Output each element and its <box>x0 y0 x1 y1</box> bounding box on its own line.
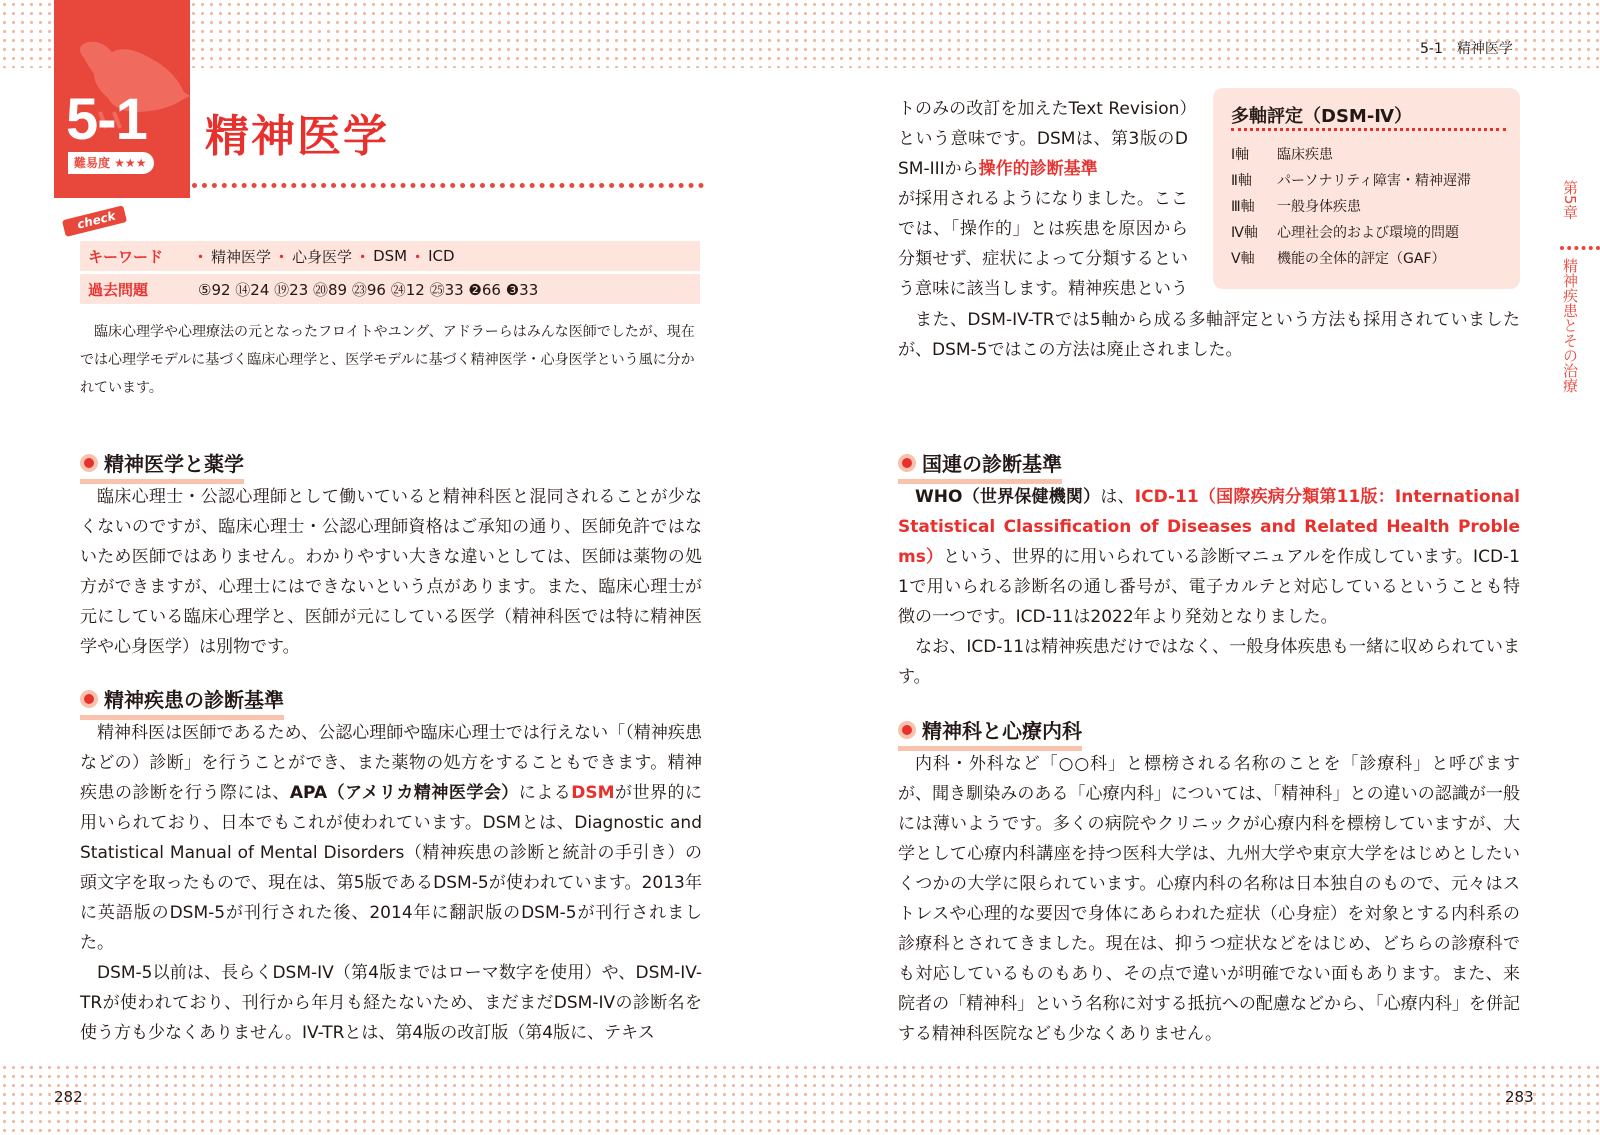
axis-row: Ⅱ軸 パーソナリティ障害・精神遅滞 <box>1231 173 1472 189</box>
keyword-item: 精神医学 <box>211 247 272 266</box>
heading-text: 精神医学と薬学 <box>104 452 244 476</box>
section-tab <box>54 0 190 198</box>
side-chapter: 第5章 <box>1561 180 1579 220</box>
bullet-icon <box>80 454 98 472</box>
paragraph: WHO（世界保健機関）は、ICD-11（国際疾病分類第11版：International Statistical Classification of Diseases and Related Health Problems）という、世界的に用いられている診断マニュアルを作成しています。ICD-11で用いられる診断名の通し番号が、電子カルテと対応しているということも特徴の一つです。ICD-11は2022年より発効となりました。 <box>898 487 1520 627</box>
side-dotted-rule <box>1560 246 1600 250</box>
axis-row: Ⅲ軸 一般身体疾患 <box>1231 199 1361 215</box>
heading-psychiatry-pharmacy <box>80 448 244 484</box>
side-chapter-title: 精神疾患とその治療 <box>1561 258 1579 393</box>
title-dotted-rule <box>192 183 704 188</box>
body-continuation-3 <box>898 305 1520 365</box>
axis-row: Ⅳ軸 心理社会的および環境的問題 <box>1231 225 1459 241</box>
bullet-icon <box>898 721 916 739</box>
paragraph: 臨床心理士・公認心理師として働いていると精神科医と混同されることが少なくないのですが、臨床心理士・公認心理師資格はご承知の通り、医師免許ではないため医師ではありません。わかりやすい大きな違いとしては、医師は薬物の処方ができますが、心理士にはできないという点があります。また、臨床心理士が元にしている臨床心理学と、医師が元にしている医学（精神科医では特に精神医学や心身医学）は別物です。 <box>80 487 702 657</box>
top-dot-band <box>0 0 1600 68</box>
axis-row: Ⅴ軸 機能の全体的評定（GAF） <box>1231 251 1446 267</box>
multiaxial-title: 多軸評定（DSM-Ⅳ） <box>1231 106 1413 127</box>
difficulty-label: 難易度 ★★★ <box>68 152 154 174</box>
axis-row: Ⅰ軸 臨床疾患 <box>1231 147 1333 163</box>
past-exam-row <box>80 274 700 304</box>
paragraph: また、DSM-IV-TRでは5軸から成る多軸評定という方法も採用されていましたが、DSM-5ではこの方法は廃止されました。 <box>898 310 1520 360</box>
icd-term: ICD-11（国際疾病分類第11版：International Statistical Classification of Diseases and Related Health Problems） <box>898 487 1520 567</box>
keyword-label: キーワード <box>88 247 164 266</box>
apa-term: APA（アメリカ精神医学会） <box>289 783 519 803</box>
running-head: 5-1 精神医学 <box>1420 41 1513 57</box>
body-section-2 <box>80 718 702 1048</box>
body-section-3 <box>898 482 1520 692</box>
heading-psychiatry-psychosomatic <box>898 715 1082 751</box>
page-number-left: 282 <box>54 1088 83 1106</box>
check-label: check <box>62 205 127 237</box>
heading-text: 精神科と心療内科 <box>922 719 1082 743</box>
keyword-item: 心身医学 <box>292 247 353 266</box>
heading-text: 精神疾患の診断基準 <box>104 688 284 712</box>
body-section-1 <box>80 482 702 662</box>
bullet-icon <box>80 690 98 708</box>
multiaxial-rule <box>1231 128 1506 131</box>
paragraph: なお、ICD-11は精神疾患だけではなく、一般身体疾患も一緒に収められています。 <box>898 637 1520 687</box>
page-number-right: 283 <box>1505 1088 1534 1106</box>
operational-criteria-term: 操作的診断基準 <box>978 159 1098 179</box>
paragraph: トのみの改訂を加えたText Revision）という意味です。DSMは、第3版のDSM-IIIから操作的診断基準 <box>898 99 1188 179</box>
heading-text: 国連の診断基準 <box>922 452 1062 476</box>
bullet-icon <box>898 454 916 472</box>
body-section-4 <box>898 749 1520 1049</box>
keyword-item: DSM <box>373 247 408 265</box>
dsm-term: DSM <box>571 783 615 803</box>
section-number: 5-1 <box>66 87 147 152</box>
intro-paragraph: 臨床心理学や心理療法の元となったフロイトやユング、アドラーらはみんな医師でしたが、現在では心理学モデルに基づく臨床心理学と、医学モデルに基づく精神医学・心身医学という風に分かれています。 <box>80 324 695 396</box>
body-continuation-2 <box>898 184 1188 304</box>
keyword-row <box>80 241 700 271</box>
bottom-dot-band <box>0 1063 1600 1135</box>
heading-un-criteria <box>898 448 1062 484</box>
multiaxial-box <box>1213 88 1520 289</box>
heading-diagnostic-criteria <box>80 684 284 720</box>
paragraph: 精神科医は医師であるため、公認心理師や臨床心理士では行えない「（精神疾患などの）診断」を行うことができ、また薬物の処方をすることもできます。精神疾患の診断を行う際には、APA（アメリカ精神医学会）によるDSMが世界的に用いられており、日本でもこれが使われています。DSMとは、Diagnostic and Statistical Manual of Mental Disorders（精神疾患の診断と統計の手引き）の頭文字を取ったもので、現在は、第5版であるDSM-5が使われています。2013年に英語版のDSM-5が刊行された後、2014年に翻訳版のDSM-5が刊行されました。 <box>80 723 703 953</box>
past-exam-list: ⑤92 ⑭24 ⑲23 ⑳89 ㉓96 ㉔12 ㉕33 ❷66 ❸33 <box>198 280 539 299</box>
keyword-item: ICD <box>428 247 455 265</box>
keyword-list: ・ 精神医学 ・ 心身医学 ・ DSM ・ ICD <box>193 247 455 266</box>
body-continuation <box>898 94 1188 184</box>
section-title: 精神医学 <box>205 111 389 162</box>
paragraph: が採用されるようになりました。ここでは、「操作的」とは疾患を原因から分類せず、症状によって分類するという意味に該当します。精神疾患という <box>898 189 1188 299</box>
past-exam-label: 過去問題 <box>88 280 149 299</box>
paragraph: DSM-5以前は、長らくDSM-IV（第4版まではローマ数字を使用）や、DSM-IV-TRが使われており、刊行から年月も経たないため、まだまだDSM-IVの診断名を使う方も少なくありません。IV-TRとは、第4版の改訂版（第4版に、テキス <box>80 963 702 1043</box>
paragraph: 内科・外科など「○○科」と標榜される名称のことを「診療科」と呼びますが、聞き馴染みのある「心療内科」については、「精神科」との違いの認識が一般には薄いようです。多くの病院やクリニックが心療内科を標榜していますが、大学として心療内科講座を持つ医科大学は、九州大学や東京大学をはじめとしたいくつかの大学に限られています。心療内科の名称は日本独自のもので、元々はストレスや心理的な要因で身体にあらわれた症状（心身症）を対象とする内科系の診療科とされてきました。現在は、抑うつ症状などをはじめ、どちらの診療科でも対応しているものもあり、その点で違いが明確でない面もあります。また、来院者の「精神科」という名称に対する抵抗への配慮などから、「心療内科」を併記する精神科医院なども少なくありません。 <box>898 754 1520 1044</box>
who-term: WHO（世界保健機関） <box>915 487 1101 507</box>
